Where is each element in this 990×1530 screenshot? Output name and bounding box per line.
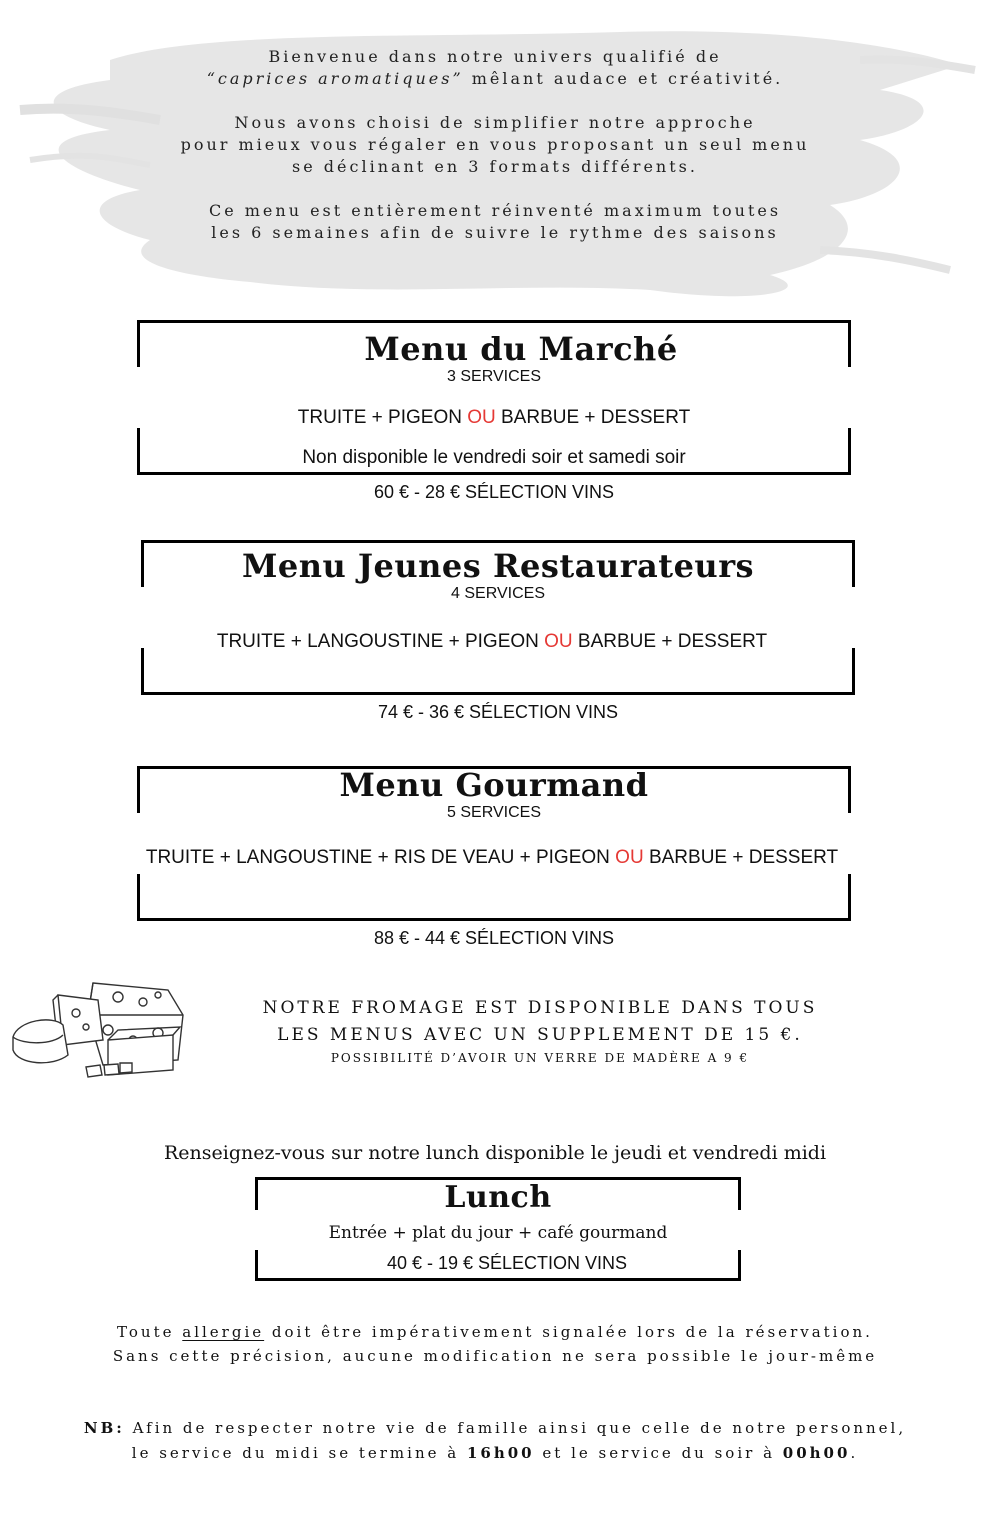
nb-text-2a: le service du midi se termine à: [131, 1444, 467, 1462]
nb-text-2b: et le service du soir à: [534, 1444, 783, 1462]
dinner-end-time: 00h00: [782, 1444, 851, 1462]
dishes-part-b: BARBUE + DESSERT: [495, 407, 691, 428]
nb-text-1: Afin de respecter notre vie de famille ainsi que celle de notre personnel,: [124, 1419, 907, 1437]
lunch-intro: Renseignez-vous sur notre lunch disponible le jeudi et vendredi midi: [163, 1142, 827, 1164]
menu-gourmand-dishes: [110, 847, 874, 869]
menu-marche-services: 3 SERVICES: [447, 368, 541, 385]
menu-jeunes-title: Menu Jeunes Restaurateurs: [241, 547, 755, 585]
dishes-part-a: TRUITE + LANGOUSTINE + RIS DE VEAU + PIGEON: [145, 847, 616, 868]
dishes-part-b: BARBUE + DESSERT: [572, 631, 768, 652]
intro-line-1: Bienvenue dans notre univers qualifié de: [268, 47, 722, 66]
allergy-word: allergie: [182, 1323, 265, 1341]
or-word: OU: [467, 407, 496, 428]
allergy-line-1: [30, 1320, 960, 1344]
allergy-line-2: Sans cette précision, aucune modification ne sera possible le jour-même: [112, 1347, 878, 1365]
or-word: OU: [544, 631, 573, 652]
intro-para3-line1: Ce menu est entièrement réinventé maximum toutes: [208, 201, 782, 220]
menu-jeunes-price: 74 € - 36 € SÉLECTION VINS: [377, 702, 619, 722]
intro-para2-line2: pour mieux vous régaler en vous proposant un seul menu: [180, 135, 810, 154]
lunch-description: Entrée + plat du jour + café gourmand: [328, 1223, 668, 1243]
cheese-line-2: LES MENUS AVEC UN SUPPLEMENT DE 15 €.: [277, 1025, 803, 1045]
lunch-title: Lunch: [444, 1180, 552, 1215]
allergy-notice: [30, 1320, 960, 1368]
lunch-end-time: 16h00: [466, 1444, 535, 1462]
menu-gourmand-frame-bottom: [137, 874, 851, 921]
menu-gourmand-price: 88 € - 44 € SÉLECTION VINS: [373, 928, 615, 948]
allergy-post: doit être impérativement signalée lors de la réservation.: [264, 1323, 873, 1341]
menu-marche-note: Non disponible le vendredi soir et samedi soir: [302, 447, 686, 468]
intro-para2-line3: se déclinant en 3 formats différents.: [292, 157, 698, 176]
nb-line-1: [10, 1416, 980, 1441]
or-word: OU: [615, 847, 644, 868]
nb-notice: [10, 1416, 980, 1466]
allergy-pre: Toute: [117, 1323, 183, 1341]
dishes-part-a: TRUITE + LANGOUSTINE + PIGEON: [216, 631, 545, 652]
menu-marche-dishes: [137, 407, 851, 429]
menu-jeunes-services: 4 SERVICES: [451, 585, 545, 602]
dishes-part-a: TRUITE + PIGEON: [297, 407, 468, 428]
menu-gourmand-title: Menu Gourmand: [339, 766, 649, 804]
menu-marche-price: 60 € - 28 € SÉLECTION VINS: [373, 482, 615, 502]
intro-text: [60, 46, 930, 244]
nb-line-2: [10, 1441, 980, 1466]
dishes-part-b: BARBUE + DESSERT: [643, 847, 839, 868]
menu-jeunes-frame-bottom: [141, 648, 855, 695]
intro-line-2-rest: mêlant audace et créativité.: [463, 69, 784, 88]
lunch-price: 40 € - 19 € SÉLECTION VINS: [386, 1253, 628, 1273]
nb-label: NB:: [83, 1419, 125, 1437]
nb-text-2c: .: [850, 1444, 859, 1462]
intro-italic: “caprices aromatiques”: [206, 69, 464, 88]
menu-marche-title: Menu du Marché: [364, 330, 678, 368]
cheese-illustration-icon: [8, 975, 188, 1085]
intro-para3-line2: les 6 semaines afin de suivre le rythme des saisons: [211, 223, 779, 242]
cheese-line-3: POSSIBILITÉ D’AVOIR UN VERRE DE MADÈRE A 9 €: [330, 1051, 750, 1065]
menu-jeunes-dishes: [141, 631, 843, 653]
menu-gourmand-services: 5 SERVICES: [447, 804, 541, 821]
intro-line-2: [60, 68, 930, 90]
cheese-line-1: NOTRE FROMAGE EST DISPONIBLE DANS TOUS: [262, 998, 818, 1018]
cheese-info: [210, 995, 870, 1067]
intro-para2-line1: Nous avons choisi de simplifier notre approche: [234, 113, 756, 132]
